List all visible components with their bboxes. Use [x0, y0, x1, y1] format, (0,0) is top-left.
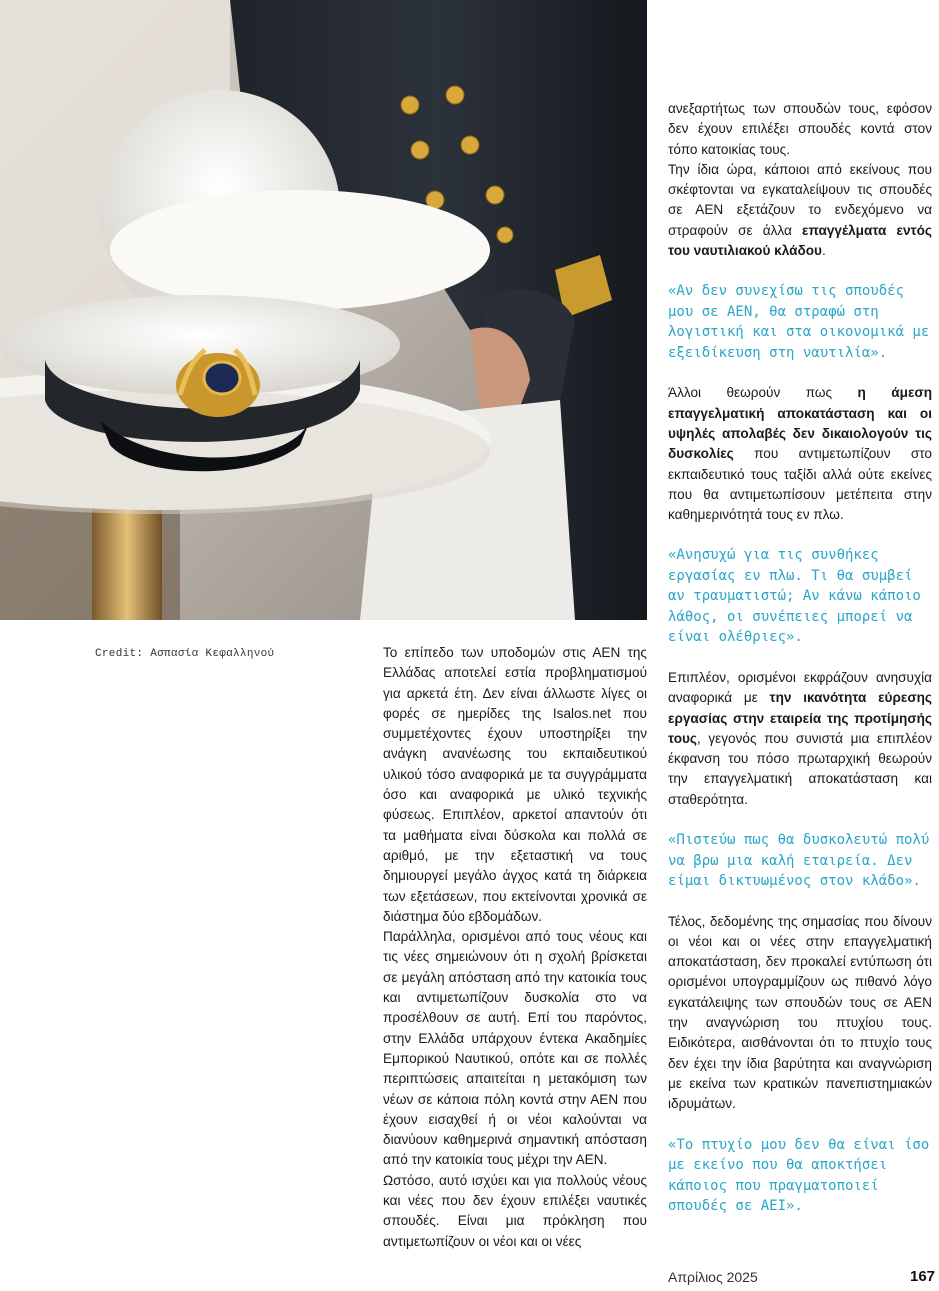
paragraph	[668, 160, 932, 261]
paragraph	[668, 383, 932, 525]
photo-credit: Credit: Ασπασία Κεφαλληνού	[95, 648, 275, 660]
article-left-column	[383, 643, 647, 1252]
pull-quote: «Αν δεν συνεχίσω τις σπουδές μου σε ΑΕΝ, θα στραφώ στη λογιστική και στα οικονομικά με εξειδίκευση στη ναυτιλία».	[668, 283, 930, 361]
paragraph: Ωστόσο, αυτό ισχύει και για πολλούς νέους και νέες που δεν έχουν επιλέξει ναυτικές σπουδές. Είναι μια πρόκληση που αντιμετωπίζουν οι νέοι και οι νέες	[383, 1172, 647, 1249]
article-right-column	[668, 99, 932, 1237]
text-run: .	[821, 243, 826, 259]
text-run: που αντιμετωπίζουν στο εκπαιδευτικό τους ταξίδι αλλά ούτε εκείνες που θα αντιμετωπίσουν μετέπειτα στην καθημερινότητά τους εν πλω.	[668, 446, 932, 523]
text-run: Την ίδια ώρα, κάποιοι από εκείνους που σκέφτονται να εγκαταλείψουν τις σπουδές σε ΑΕΝ εξετάζουν το ενδεχόμενο να στραφούν σε άλλα	[668, 161, 932, 238]
text-run: Επιπλέον, ορισμένοι εκφράζουν ανησυχία αναφορικά με	[668, 669, 932, 706]
paragraph: Τέλος, δεδομένης της σημασίας που δίνουν οι νέοι και οι νέες στην επαγγελματική αποκατάσταση, δεν προκαλεί εντύπωση ότι ορισμένοι υπογραμμίζουν ως πιθανό λόγο εγκατάλειψης των σπουδών τους σε ΑΕΝ την αναγνώριση του πτυχίου τους. Ειδικότερα, αισθάνονται ότι το πτυχίο τους δεν έχει την ίδια βαρύτητα και αναγνώριση με εκείνα των κρατικών πανεπιστημιακών ιδρυμάτων.	[668, 913, 932, 1112]
text-run: Άλλοι θεωρούν πως	[668, 385, 858, 401]
paragraph	[668, 668, 932, 810]
pull-quote: «Το πτυχίο μου δεν θα είναι ίσο με εκείνο που θα αποκτήσει κάποιος που πραγματοποιεί σπουδές σε ΑΕΙ».	[668, 1136, 930, 1214]
paragraph: ανεξαρτήτως των σπουδών τους, εφόσον δεν έχουν επιλέξει σπουδές κοντά στον τόπο κατοικίας τους.	[668, 101, 932, 157]
text-run: , γεγονός που συνιστά μια επιπλέον έκφανση του πόσο πρωταρχική θεωρούν την επαγγελματική αποκατάσταση και σταθερότητα.	[668, 730, 932, 807]
paragraph: Παράλληλα, ορισμένοι από τους νέους και τις νέες σημειώνουν ότι η σχολή βρίσκεται σε μεγάλη απόσταση από την κατοικία τους και αντιμετωπίζουν δυσκολία στο να προσέλθουν σε αυτή. Επί του παρόντος, στην Ελλάδα υπάρχουν έντεκα Ακαδημίες Εμπορικού Ναυτικού, οπότε και σε πολλές περιπτώσεις απαιτείται η μετακόμιση των νέων σε κάποια πόλη κοντά στην ΑΕΝ που έχουν εισαχθεί ή οι νέοι καλούνται να διανύουν καθημερινά σημαντική απόσταση από την κατοικία τους μέχρι την ΑΕΝ.	[383, 929, 647, 1168]
naval-officer-caps-photo-icon	[0, 0, 647, 620]
pull-quote: «Πιστεύω πως θα δυσκολευτώ πολύ να βρω μια καλή εταιρεία. Δεν είμαι δικτυωμένος στον κλάδο».	[668, 832, 930, 890]
bold-run: η άμεση επαγγελματική αποκατάσταση και οι υψηλές απολαβές δεν δικαιολογούν τις δυσκολίες	[668, 385, 932, 462]
bold-run: την ικανότητα εύρεσης εργασίας στην εταιρεία της προτίμησής τους	[668, 690, 932, 746]
footer-issue-date: Απρίλιος 2025	[668, 1269, 758, 1285]
pull-quote: «Ανησυχώ για τις συνθήκες εργασίας εν πλω. Τι θα συμβεί αν τραυματιστώ; Αν κάνω κάποιο λάθος, οι συνέπειες μπορεί να είναι ολέθριες».	[668, 547, 921, 646]
article-photo	[0, 0, 647, 620]
paragraph: Το επίπεδο των υποδομών στις ΑΕΝ της Ελλάδας αποτελεί εστία προβληματισμού για αρκετά έτη. Δεν είναι άλλωστε λίγες οι φορές σε ημερίδες της Isalos.net που συμμετέχοντες έχουν υποστηρίξει την ανάγκη ανανέωσης του εκπαιδευτικού υλικού τόσο αναφορικά με τα συγγράμματα όσο και αναφορικά με υλικό τεχνικής φύσεως. Επιπλέον, αρκετοί απαντούν ότι τα μαθήματα είναι δύσκολα και πολλά σε αριθμό, με την εξεταστική να τους δημιουργεί μεγάλο άγχος κατά τη διάρκεια των εξετάσεων, που εκτείνονται χρονικά σε διάστημα δύο εβδομάδων.	[383, 645, 647, 924]
page-number: 167	[910, 1268, 936, 1285]
bold-run: επαγγέλματα εντός του ναυτιλιακού κλάδου	[668, 222, 933, 259]
